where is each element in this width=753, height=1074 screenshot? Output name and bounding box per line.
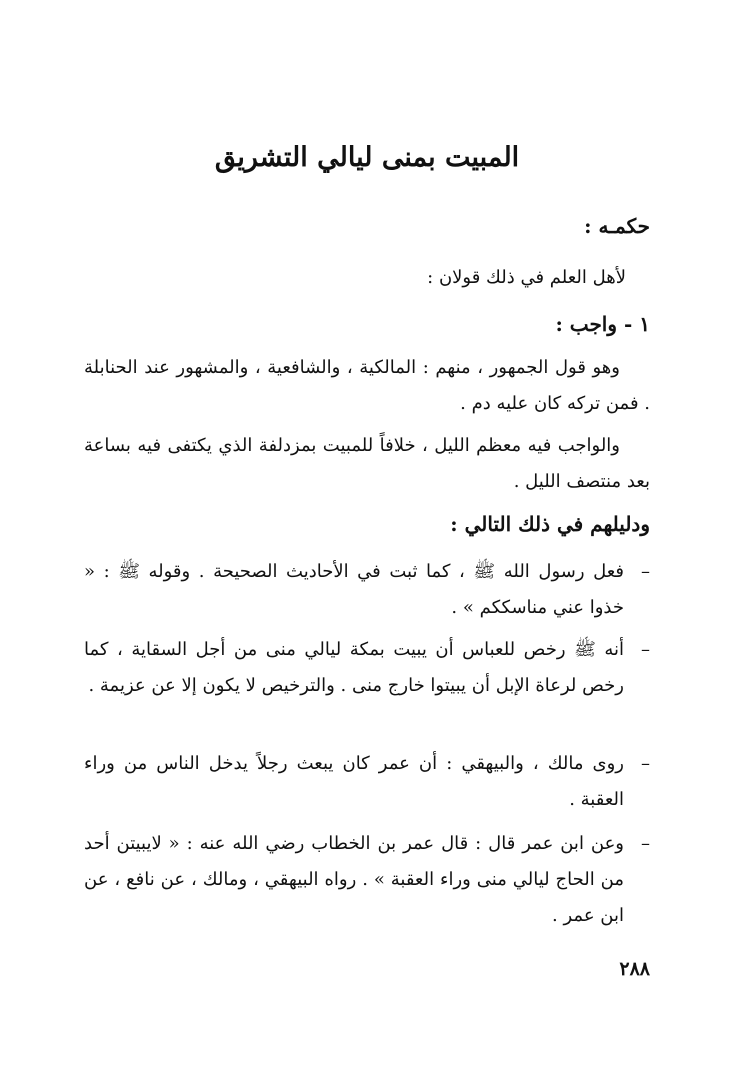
- evidence-item-1: [84, 554, 650, 626]
- evidence-heading: ودليلهم في ذلك التالي :: [450, 512, 650, 536]
- opinion-1-heading: ١ - واجب :: [555, 312, 650, 336]
- page-number: ٢٨٨: [619, 958, 650, 980]
- paragraph-1: وهو قول الجمهور ، منهم : المالكية ، والشافعية ، والمشهور عند الحنابلة . فمن تركه كان عليه دم .: [84, 357, 650, 414]
- evidence-item-text: وعن ابن عمر قال : قال عمر بن الخطاب رضي الله عنه : « لايبيتن أحد من الحاج ليالي منى وراء العقبة » . رواه البيهقي ، ومالك ، عن نافع ، عن ابن عمر .: [84, 833, 624, 926]
- bullet-dash: –: [641, 833, 650, 854]
- page-title: المبيت بمنى ليالي التشريق: [214, 142, 520, 173]
- evidence-item-text: أنه ﷺ رخص للعباس أن يبيت بمكة ليالي منى من أجل السقاية ، كما رخص لرعاة الإبل أن يبيتوا خارج منى . والترخيص لا يكون إلا عن عزيمة .: [84, 639, 625, 696]
- evidence-item-2: [84, 632, 650, 704]
- intro-text: لأهل العلم في ذلك قولان :: [427, 267, 626, 288]
- bullet-dash: –: [641, 561, 650, 582]
- document-page: [84, 0, 650, 1074]
- bullet-dash: –: [641, 639, 650, 660]
- bullet-dash: –: [641, 753, 650, 774]
- ruling-heading: حكمـه :: [584, 214, 650, 238]
- paragraph-2: والواجب فيه معظم الليل ، خلافاً للمبيت بمزدلفة الذي يكتفى فيه بساعة بعد منتصف الليل .: [84, 435, 650, 492]
- evidence-item-text: فعل رسول الله ﷺ ، كما ثبت في الأحاديث الصحيحة . وقوله ﷺ : « خذوا عني مناسككم » .: [84, 561, 624, 618]
- evidence-item-text: روى مالك ، والبيهقي : أن عمر كان يبعث رجلاً يدخل الناس من وراء العقبة .: [84, 753, 624, 810]
- evidence-item-4: [84, 826, 650, 934]
- evidence-item-3: [84, 746, 650, 818]
